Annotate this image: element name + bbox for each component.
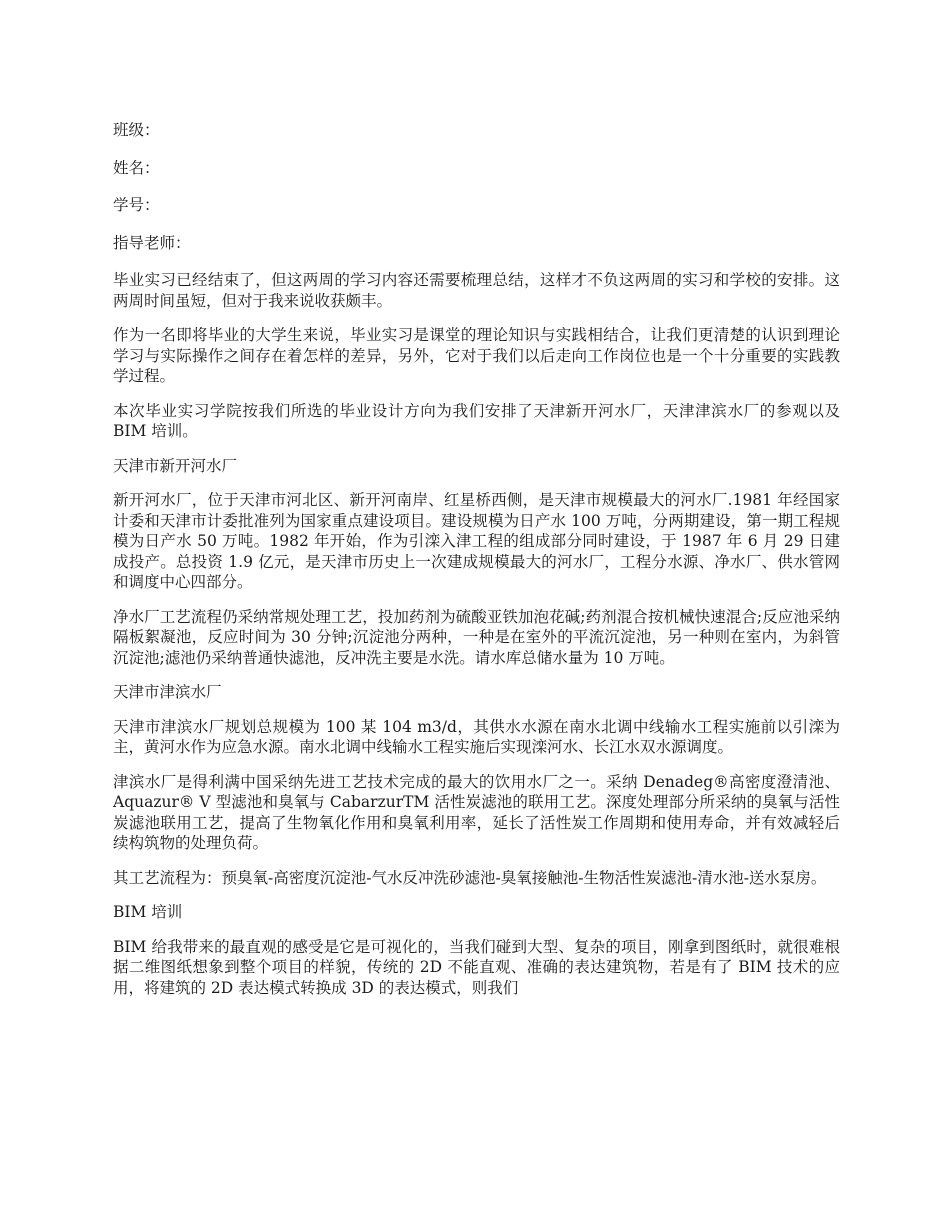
jinbin-paragraph-1: 天津市津滨水厂规划总规模为 100 某 104 m3/d，其供水水源在南水北调中线输水工程实施前以引滦为主，黄河水作为应急水源。南水北调中线输水工程实施后实现滦河水、长江水双水源调度。	[113, 717, 840, 756]
bim-paragraph-1: BIM 给我带来的最直观的感受是它是可视化的，当我们碰到大型、复杂的项目，刚拿到图纸时，就很难根据二维图纸想象到整个项目的样貌，传统的 2D 不能直观、准确的表达建筑物，若是有了 BIM 技术的应用，将建筑的 2D 表达模式转换成 3D 的表达模式，则我们	[113, 937, 840, 997]
class-field-label: 班级：	[113, 121, 160, 139]
intro-paragraph-1: 毕业实习已经结束了，但这两周的学习内容还需要梳理总结，这样才不负这两周的实习和学校的安排。这两周时间虽短，但对于我来说收获颇丰。	[113, 271, 840, 310]
student-id-field-label: 学号：	[113, 196, 160, 214]
intro-paragraph-2: 作为一名即将毕业的大学生来说，毕业实习是课堂的理论知识与实践相结合，让我们更清楚的认识到理论学习与实际操作之间存在着怎样的差异，另外，它对于我们以后走向工作岗位也是一个十分重要的实践教学过程。	[113, 326, 840, 385]
section-heading-jinbin: 天津市津滨水厂	[113, 683, 222, 701]
jinbin-paragraph-3: 其工艺流程为：预臭氧-高密度沉淀池-气水反冲洗砂滤池-臭氧接触池-生物活性炭滤池-清水池-送水泵房。	[113, 868, 827, 887]
advisor-field-label: 指导老师：	[113, 233, 191, 252]
intro-paragraph-3: 本次毕业实习学院按我们所选的毕业设计方向为我们安排了天津新开河水厂，天津津滨水厂的参观以及 BIM 培训。	[113, 401, 840, 440]
section-heading-bim: BIM 培训	[113, 903, 183, 921]
xinkaihe-paragraph-1: 新开河水厂，位于天津市河北区、新开河南岸、红星桥西侧，是天津市规模最大的河水厂.1981 年经国家计委和天津市计委批准列为国家重点建设项目。建设规模为日产水 100 万吨，分两期建设，第一期工程规模为日产水 50 万吨。1982 年开始，作为引滦入津工程的组成部分同时建设，于 1987 年 6 月 29 日建成投产。总投资 1.9 亿元，是天津市历史上一次建成规模最大的河水厂，工程分水源、净水厂、供水管网和调度中心四部分。	[113, 491, 840, 591]
jinbin-paragraph-2: 津滨水厂是得利满中国采纳先进工艺技术完成的最大的饮用水厂之一。采纳 Denadeg®高密度澄清池、Aquazur® V 型滤池和臭氧与 CabarzurTM 活性炭滤池的联用工艺。深度处理部分所采纳的臭氧与活性炭滤池联用工艺，提高了生物氧化作用和臭氧利用率，延长了活性炭工作周期和使用寿命，并有效减轻后续构筑物的处理负荷。	[113, 772, 840, 852]
xinkaihe-paragraph-2: 净水厂工艺流程仍采纳常规处理工艺，投加药剂为硫酸亚铁加泡花碱;药剂混合按机械快速混合;反应池采纳隔板絮凝池，反应时间为 30 分钟;沉淀池分两种，一种是在室外的平流沉淀池，另一种则在室内，为斜管沉淀池;滤池仍采纳普通快滤池，反冲洗主要是水洗。请水库总储水量为 10 万吨。	[113, 607, 840, 667]
section-heading-xinkaihe: 天津市新开河水厂	[113, 456, 238, 475]
name-field-label: 姓名：	[113, 158, 160, 177]
document-page	[113, 120, 840, 1012]
